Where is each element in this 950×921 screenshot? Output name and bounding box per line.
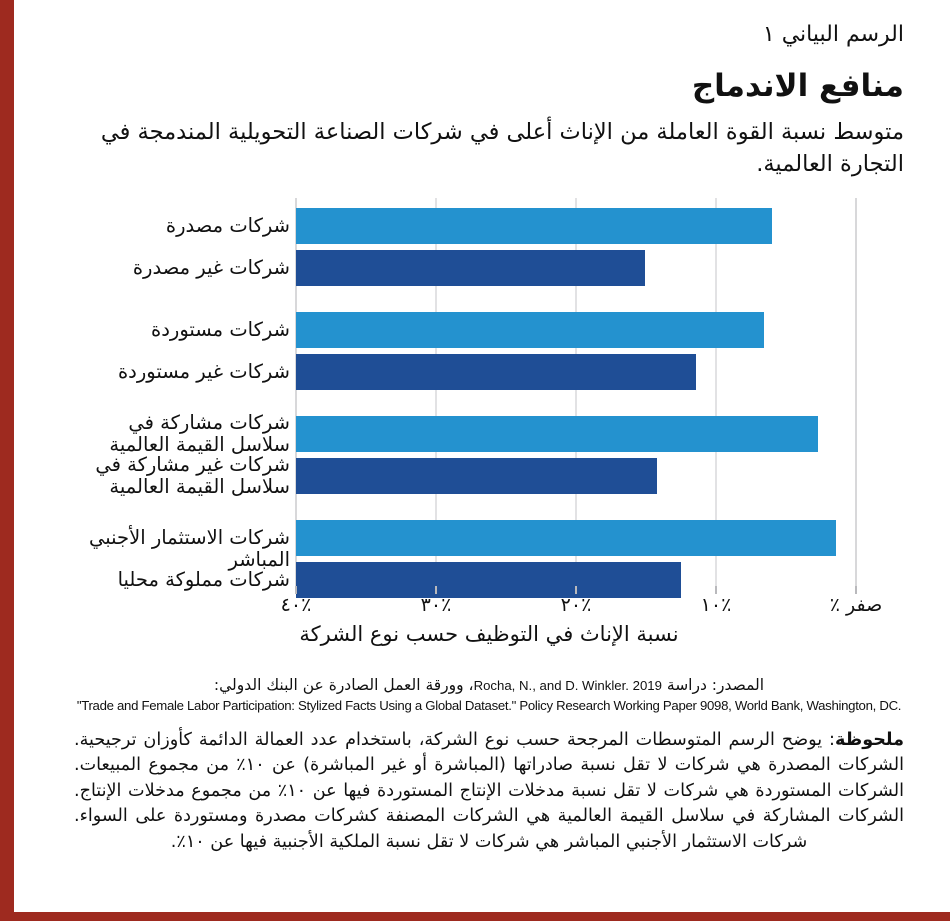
bar-5 — [296, 416, 818, 452]
category-label-2 — [32, 257, 290, 279]
notes-block — [74, 674, 904, 855]
category-label-line: سلاسل القيمة العالمية — [109, 474, 290, 498]
tick-label-20: ٪٢٠ — [560, 594, 592, 616]
category-label-8 — [32, 569, 290, 591]
tickmark-40 — [295, 586, 297, 594]
tickmark-30 — [435, 586, 437, 594]
category-labels — [28, 198, 290, 590]
category-label-line: شركات غير مستوردة — [117, 360, 290, 383]
category-label-5 — [32, 412, 290, 456]
figure-title: منافع الاندماج — [691, 68, 904, 104]
plot-area — [296, 198, 856, 590]
category-label-1 — [32, 215, 290, 237]
bar-4 — [296, 354, 696, 390]
tick-label-0: صفر ٪ — [829, 594, 883, 616]
category-label-line: سلاسل القيمة العالمية — [109, 432, 290, 456]
source-english-title: "Trade and Female Labor Participation: Stylized Facts Using a Global Dataset." Policy Research Working Paper 9098, World Bank, Washington, DC. — [76, 698, 902, 714]
category-label-3 — [32, 319, 290, 341]
tick-label-40: ٪٤٠ — [280, 594, 312, 616]
x-axis-title: نسبة الإناث في التوظيف حسب نوع الشركة — [299, 622, 679, 646]
category-label-line: شركات الاستثمار الأجنبي المباشر — [89, 526, 290, 571]
category-label-line: شركات مستوردة — [151, 318, 290, 341]
category-label-line: شركات غير مصدرة — [132, 256, 290, 279]
category-label-line: شركات غير مشاركة في — [95, 453, 290, 476]
source-arabic-1: : دراسة — [661, 676, 718, 694]
source-arabic-2: ، وورقة العمل الصادرة عن البنك الدولي: — [213, 676, 474, 694]
tickmark-20 — [575, 586, 577, 594]
bar-1 — [296, 208, 772, 244]
bar-2 — [296, 250, 645, 286]
note-prefix: ملحوظة — [834, 729, 904, 750]
category-label-6 — [32, 454, 290, 498]
category-label-line: شركات مصدرة — [165, 214, 290, 237]
bar-6 — [296, 458, 657, 494]
category-label-line: شركات مملوكة محليا — [117, 568, 290, 591]
figure-number-label: الرسم البياني ١ — [762, 22, 904, 47]
category-label-4 — [32, 361, 290, 383]
bar-3 — [296, 312, 764, 348]
gridline-0 — [855, 198, 857, 590]
figure-inner — [28, 0, 950, 903]
note-body: : يوضح الرسم المتوسطات المرجحة حسب نوع الشركة، باستخدام عدد العمالة الدائمة كأوزان ترجيحية. الشركات المصدرة هي شركات لا تقل نسبة صادراتها (المباشرة أو غير المباشرة) عن ١٠٪ من مجموع المبيعات. الشركات المستوردة هي شركات لا تقل نسبة مدخلات الإنتاج المستوردة فيها عن ١٠٪ من مجموع مدخلات الإنتاج. الشركات المشاركة في سلاسل القيمة العالمية هي الشركات المصنفة كشركات مصدرة ومستوردة على السواء. شركات الاستثمار الأجنبي المباشر هي شركات لا تقل نسبة الملكية الأجنبية فيها عن ١٠٪. — [74, 729, 904, 852]
tickmark-0 — [855, 586, 857, 594]
bar-chart — [28, 198, 950, 646]
figure-subtitle: متوسط نسبة القوة العاملة من الإناث أعلى في شركات الصناعة التحويلية المندمجة في التجارة العالمية. — [100, 119, 904, 177]
source-note — [74, 674, 904, 716]
explanatory-note — [74, 728, 904, 856]
category-label-line: شركات مشاركة في — [128, 411, 290, 434]
tick-label-30: ٪٣٠ — [420, 594, 452, 616]
bar-8 — [296, 562, 681, 598]
bar-7 — [296, 520, 836, 556]
x-axis-ticks — [280, 594, 883, 620]
source-prefix: المصدر — [717, 676, 765, 694]
category-label-7 — [32, 527, 290, 571]
source-english-citation: Rocha, N., and D. Winkler. 2019 — [473, 678, 662, 693]
tick-label-10: ٪١٠ — [700, 594, 732, 616]
tickmark-10 — [715, 586, 717, 594]
